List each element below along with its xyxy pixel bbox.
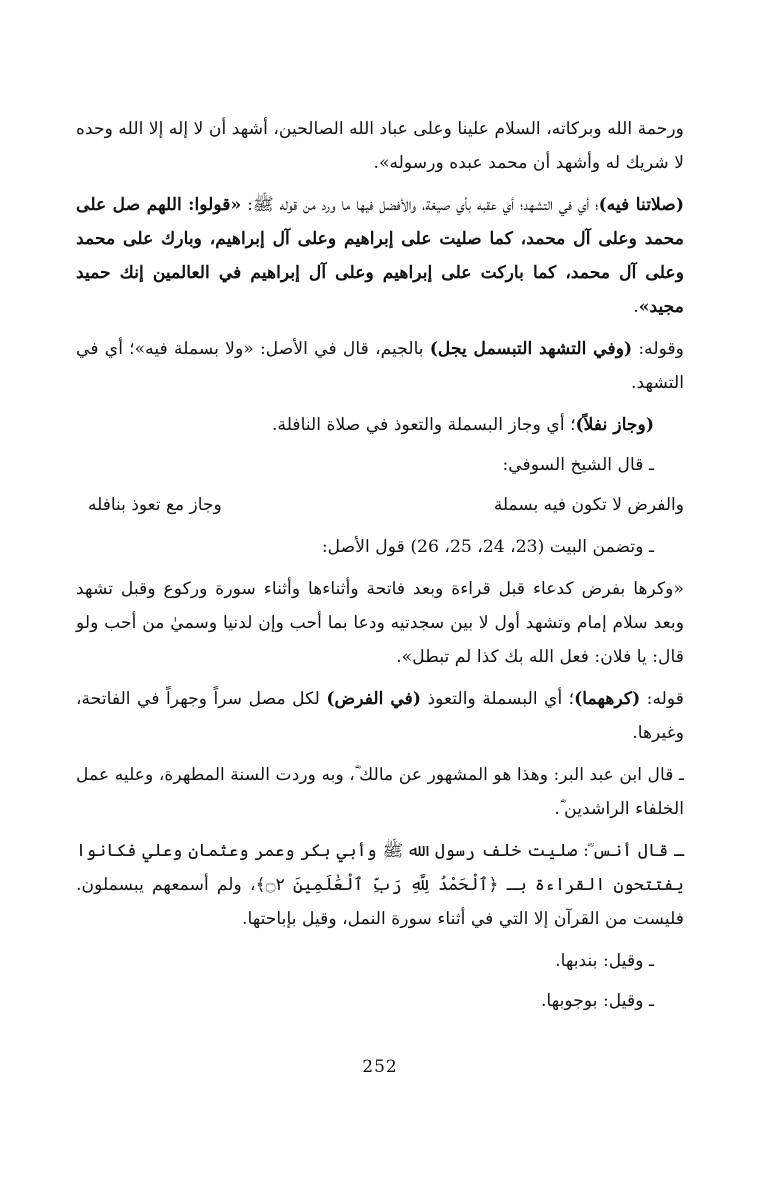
- text-run: بالجيم، قال في الأصل: «ولا بسملة فيه»؛ أي في التشهد.: [76, 339, 684, 393]
- paragraph: [76, 944, 684, 978]
- verse-second-hemistich: وجاز مع تعوذ بنافله: [88, 495, 222, 515]
- bold-text-run: (كرههما): [574, 689, 641, 709]
- text-run: ؛ أي البسملة والتعوذ: [421, 689, 575, 709]
- bold-text-run: (صلاتنا فيه): [598, 195, 684, 215]
- text-run: ـ قال ابن عبد البر: وهذا هو المشهور عن مالك ؓ، وبه وردت السنة المطهرة، وعليه عمل الخلفاء الراشدين ؓ.: [76, 765, 684, 819]
- poem-verse: [76, 488, 684, 522]
- paragraph: [76, 188, 684, 324]
- text-run: لكل مصل سراً وجهراً في الفاتحة، وغيرها.: [76, 689, 684, 743]
- text-run: ـ قال أنس ؓ: صليت خلف رسول الله ﷺ وأبي بكر وعمر وعثمان وعلي فكانوا يفتتحون القراءة بـ ﴿ٱلْحَمْدُ لِلَّهِ رَبِّ ٱلْعَٰلَمِينَ ۝٢﴾، ولم أسمعهم يبسملون. فليست من القرآن إلا التي في أثناء سورة النمل، وقيل بإباحتها.: [76, 841, 684, 929]
- page-body: [76, 112, 684, 1112]
- text-run: ـ وقيل: بندبها.: [555, 951, 654, 971]
- text-run: قوله:: [640, 689, 684, 709]
- paragraph: [76, 834, 684, 936]
- text-run: ـ قال الشيخ السوفي:: [502, 455, 654, 475]
- paragraph: [76, 572, 684, 674]
- paragraph: [76, 758, 684, 826]
- paragraph: [76, 530, 684, 564]
- paragraph: [76, 112, 684, 180]
- bold-text-run: «قولوا: اللهم صل على محمد وعلى آل محمد، كما صليت على إبراهيم وعلى آل إبراهيم، وبارك على محمد وعلى آل محمد، كما باركت على إبراهيم وعلى آل إبراهيم في العالمين إنك حميد مجيد»: [76, 195, 684, 317]
- text-run: .: [633, 297, 639, 317]
- paragraph: [76, 682, 684, 750]
- text-run: ؛ أي وجاز البسملة والتعوذ في صلاة النافلة.: [272, 415, 576, 435]
- page-number: 252: [362, 1057, 398, 1077]
- verse-first-hemistich: والفرض لا تكون فيه بسملة: [493, 495, 684, 515]
- text-run: ؛ أي في التشهد؛ أي عقبه بأي صيغة، والأفضل فيها ما ورد من قوله ﷺ:: [241, 195, 599, 215]
- text-run: ورحمة الله وبركاته، السلام علينا وعلى عباد الله الصالحين، أشهد أن لا إله إلا الله وحده لا شريك له وأشهد أن محمد عبده ورسوله».: [76, 119, 684, 173]
- text-run: ـ وتضمن البيت (23، 24، 25، 26) قول الأصل:: [321, 537, 654, 557]
- paragraph: [76, 332, 684, 400]
- text-run: ـ وقيل: بوجوبها.: [540, 991, 654, 1011]
- bold-text-run: (في الفرض): [326, 689, 422, 709]
- text-run: وقوله:: [632, 339, 684, 359]
- bold-text-run: (وجاز نفلاً): [575, 415, 654, 435]
- text-run: «وكرها بفرض كدعاء قبل قراءة وبعد فاتحة وأثناءها وأثناء سورة وركوع وقبل تشهد وبعد سلام إمام وتشهد أول لا بين سجدتيه ودعا بما أحب وإن لدنيا وسميٰ من أحب ولو قال: يا فلان: فعل الله بك كذا لم تبطل».: [76, 579, 684, 667]
- paragraph: [76, 448, 684, 482]
- paragraph: [76, 408, 684, 442]
- bold-text-run: (وفي التشهد التبسمل يجل): [429, 339, 633, 359]
- paragraph: [76, 984, 684, 1018]
